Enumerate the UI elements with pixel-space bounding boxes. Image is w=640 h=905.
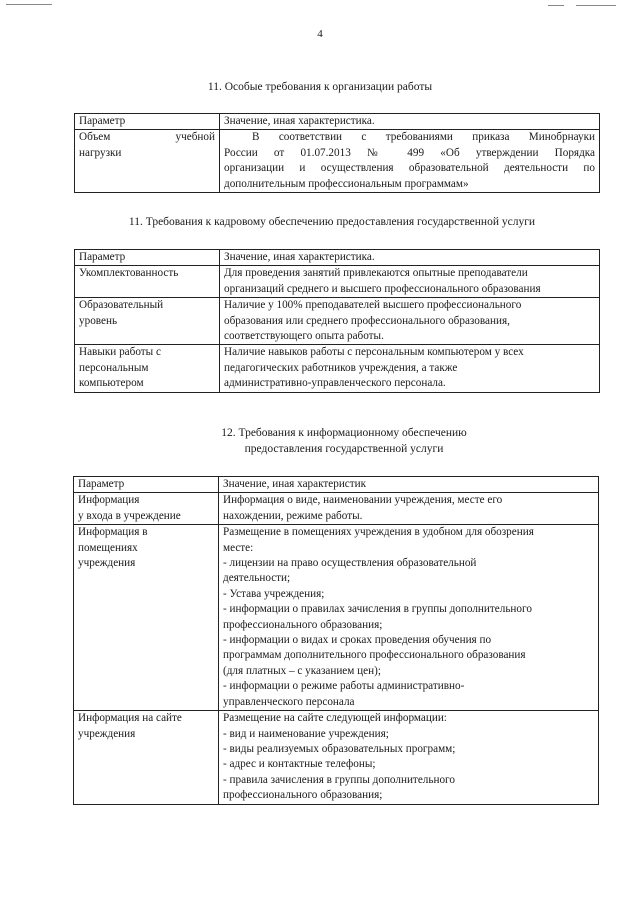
header-cell-param: Параметр (75, 250, 220, 266)
param-cell (75, 266, 220, 298)
value-line: Для проведения занятий привлекаются опытные преподаватели (224, 267, 528, 280)
value-cell (220, 130, 600, 193)
value-line: Размещение на сайте следующей информации: (223, 712, 447, 725)
requirements-table (74, 113, 600, 193)
value-line: педагогических работников учреждения, а также (224, 361, 458, 374)
value-line: - вид и наименование учреждения; (223, 727, 389, 740)
value-line: Наличие у 100% преподавателей высшего профессионального (224, 299, 522, 312)
section-title-line2: предоставления государственной услуги (244, 443, 444, 455)
param-cell (74, 711, 219, 804)
param-line: Объем учебной (79, 131, 215, 144)
param-line: Навыки работы с (79, 346, 161, 359)
value-line: образования или среднего профессионального образования, (224, 314, 510, 327)
header-cell-value: Значение, иная характеристика. (220, 250, 600, 266)
table-row (74, 493, 599, 525)
param-cell (75, 345, 220, 392)
value-line: программам дополнительного профессионального образования (223, 649, 526, 662)
value-cell (220, 298, 600, 345)
table-header-row (74, 477, 599, 493)
param-line: учреждения (78, 557, 136, 570)
table-row (74, 525, 599, 711)
value-line: - информации о режиме работы административно- (223, 680, 465, 693)
param-line: Укомплектованность (79, 267, 179, 280)
value-line: Наличие навыков работы с персональным компьютером у всех (224, 346, 524, 359)
value-line: нахождении, режиме работы. (223, 509, 363, 522)
value-line: организации и осуществления образовательной деятельности по (224, 162, 595, 175)
value-cell (219, 525, 599, 711)
value-cell (220, 266, 600, 298)
param-line: Информация в (78, 526, 148, 539)
value-line: Информация о виде, наименовании учреждения, месте его (223, 494, 503, 507)
value-line: - информации о правилах зачисления в группы дополнительного (223, 603, 532, 616)
param-line: Образовательный (79, 299, 164, 312)
param-line: помещениях (78, 541, 138, 554)
param-cell (74, 493, 219, 525)
param-line: уровень (79, 314, 118, 327)
value-line: - адрес и контактные телефоны; (223, 758, 376, 771)
param-line: нагрузки (79, 146, 122, 159)
scan-artifact (6, 4, 52, 5)
value-cell (219, 493, 599, 525)
table-row (74, 711, 599, 804)
value-line: - Устава учреждения; (223, 587, 325, 600)
param-line: учреждения (78, 727, 136, 740)
header-cell-param: Параметр (75, 114, 220, 130)
table-header-row (75, 114, 600, 130)
param-line: персональным (79, 361, 149, 374)
header-cell-value: Значение, иная характеристик (219, 477, 599, 493)
table-row (75, 298, 600, 345)
param-line: у входа в учреждение (78, 509, 181, 522)
param-cell (74, 525, 219, 711)
staffing-table (74, 249, 600, 393)
value-line: дополнительным профессиональным программам» (224, 177, 469, 190)
value-line: управленческого персонала (223, 695, 355, 708)
section-title-line1: 12. Требования к информационному обеспечению (221, 427, 467, 439)
table-row (75, 130, 600, 193)
value-line: В соответствии с требованиями приказа Минобрнауки (252, 131, 595, 144)
value-line: организаций среднего и высшего профессионального образования (224, 282, 541, 295)
param-line: Информация на сайте (78, 712, 182, 725)
param-line: Информация (78, 494, 140, 507)
header-cell-param: Параметр (74, 477, 219, 493)
table-row (75, 345, 600, 392)
scan-artifact (548, 5, 564, 6)
value-line: России от 01.07.2013 № 499 «Об утверждении Порядка (224, 146, 595, 159)
param-cell (75, 298, 220, 345)
page-number: 4 (317, 28, 323, 40)
scan-artifact (576, 5, 616, 6)
section-title: 11. Особые требования к организации работы (207, 81, 433, 93)
value-line: профессионального образования; (223, 618, 383, 631)
value-line: - правила зачисления в группы дополнительного (223, 773, 455, 786)
value-line: - лицензии на право осуществления образовательной (223, 557, 477, 570)
param-line: компьютером (79, 377, 144, 390)
value-line: (для платных – с указанием цен); (223, 664, 381, 677)
value-line: месте: (223, 541, 254, 554)
param-cell (75, 130, 220, 193)
value-line: - информации о видах и сроках проведения обучения по (223, 634, 492, 647)
header-cell-value: Значение, иная характеристика. (220, 114, 600, 130)
section-title: 11. Требования к кадровому обеспечению предоставления государственной услуги (128, 216, 536, 228)
value-line: деятельности; (223, 572, 291, 585)
value-line: профессионального образования; (223, 789, 383, 802)
value-line: соответствующего опыта работы. (224, 330, 384, 343)
information-table (73, 476, 599, 805)
value-line: Размещение в помещениях учреждения в удобном для обозрения (223, 526, 534, 539)
value-line: - виды реализуемых образовательных программ; (223, 742, 456, 755)
value-cell (220, 345, 600, 392)
table-row (75, 266, 600, 298)
value-line: административно-управленческого персонала. (224, 377, 446, 390)
value-cell (219, 711, 599, 804)
table-header-row (75, 250, 600, 266)
